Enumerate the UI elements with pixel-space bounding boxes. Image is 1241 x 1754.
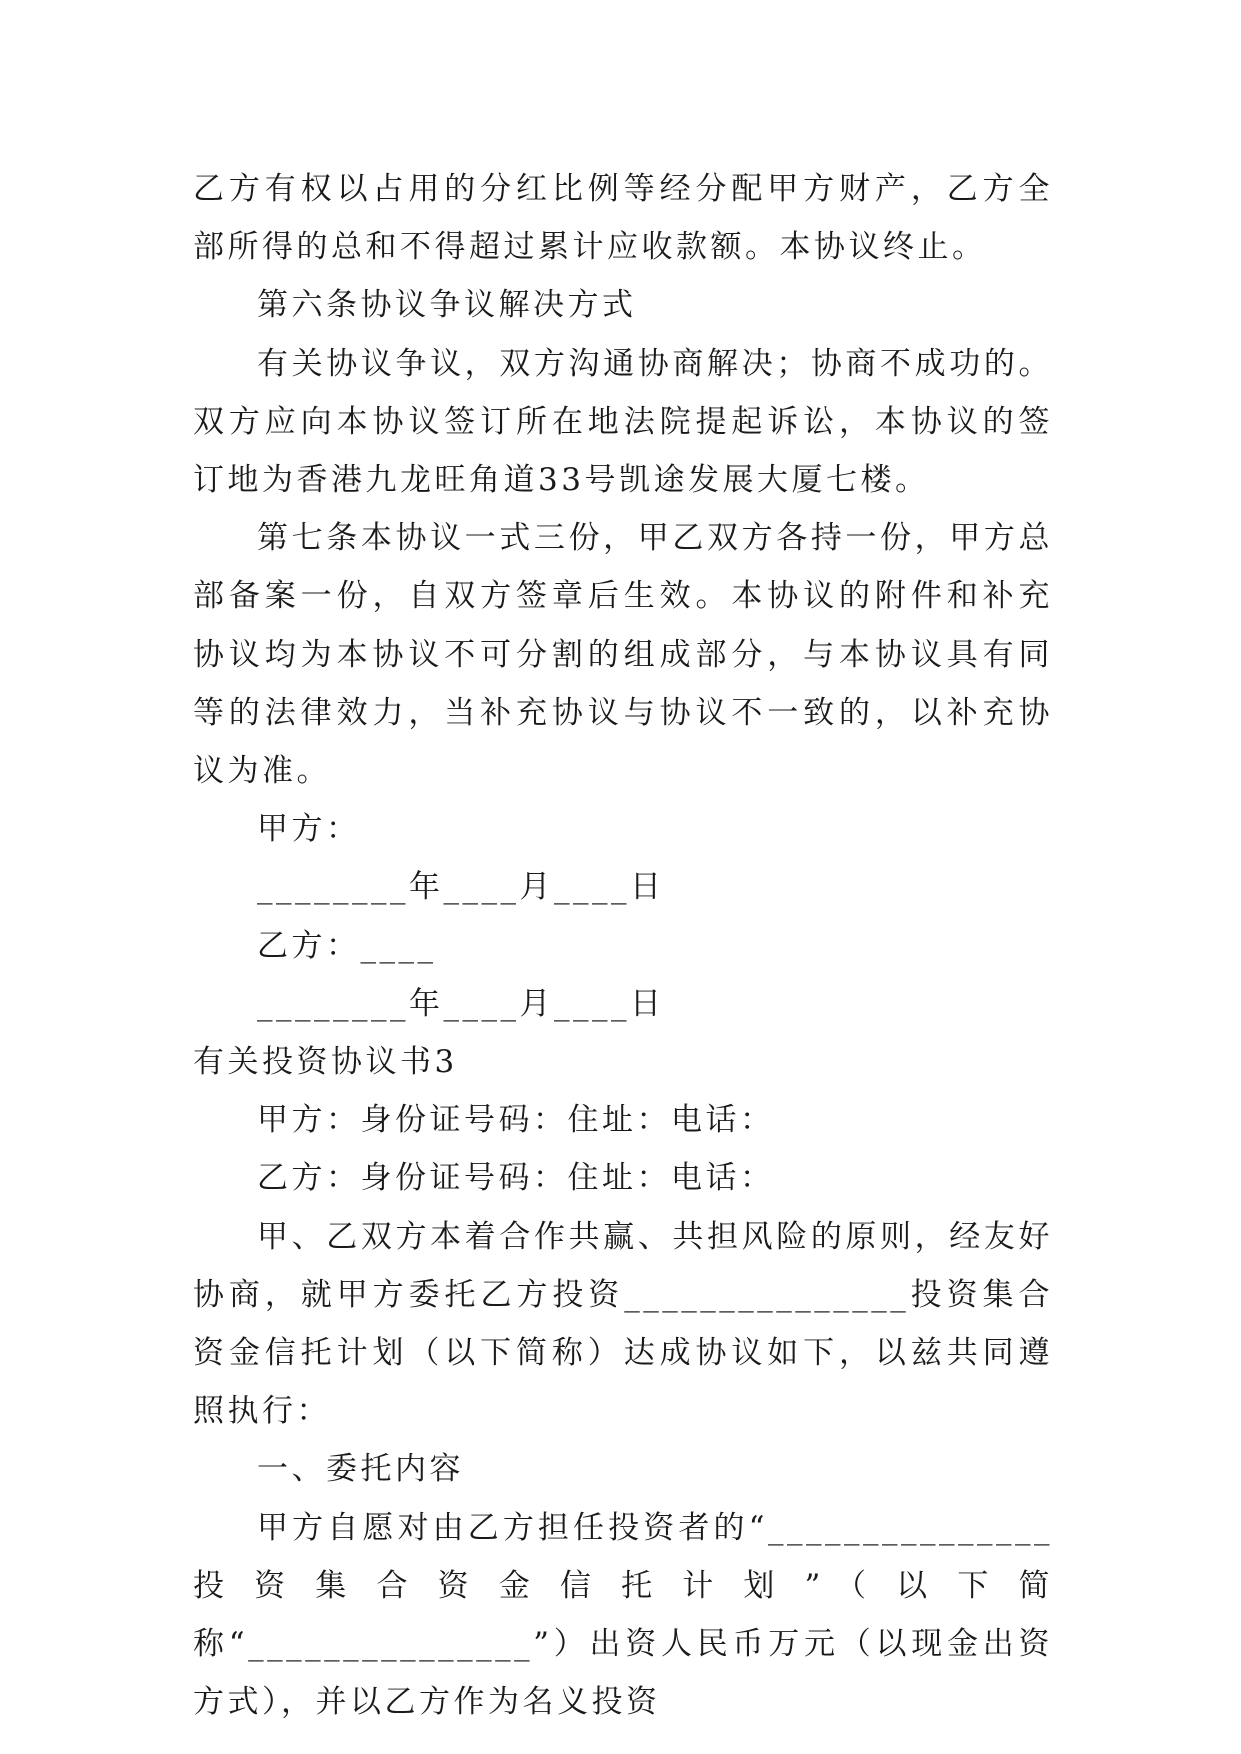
paragraph-entrustment-content: 甲方自愿对由乙方担任投资者的“_______________投资集合资金信托计划”（以下简称“_______________”）出资人民币万元（以现金出资方式），并以乙方作为名义投资 [193, 1509, 1053, 1721]
article-6-heading: 第六条协议争议解决方式 [257, 287, 637, 324]
paragraph-dispute-resolution: 有关协议争议，双方沟通协商解决；协商不成功的。双方应向本协议签订所在地法院提起诉讼，本协议的签订地为香港九龙旺角道33号凯途发展大厦七楼。 [193, 345, 1053, 499]
party-b-info-line: 乙方：身份证号码：住址：电话： [257, 1160, 775, 1197]
paragraph-agreement-intro: 甲、乙双方本着合作共赢、共担风险的原则，经友好协商，就甲方委托乙方投资_______________投资集合资金信托计划（以下简称）达成协议如下，以兹共同遵照执行： [193, 1218, 1053, 1430]
document-body [193, 160, 1053, 1731]
party-a-info-line: 甲方：身份证号码：住址：电话： [257, 1102, 775, 1139]
party-b-date-line: ________年____月____日 [257, 985, 665, 1022]
party-a-signature-label: 甲方： [257, 811, 361, 848]
party-b-signature-label: 乙方：____ [257, 927, 437, 964]
section-1-heading: 一、委托内容 [257, 1451, 464, 1488]
section-title: 有关投资协议书3 [193, 1044, 458, 1081]
paragraph-profit-distribution: 乙方有权以占用的分红比例等经分配甲方财产，乙方全部所得的总和不得超过累计应收款额。本协议终止。 [193, 171, 1053, 266]
party-a-date-line: ________年____月____日 [257, 869, 665, 906]
article-7-paragraph: 第七条本协议一式三份，甲乙双方各持一份，甲方总部备案一份，自双方签章后生效。本协议的附件和补充协议均为本协议不可分割的组成部分，与本协议具有同等的法律效力，当补充协议与协议不一致的，以补充协议为准。 [193, 520, 1053, 790]
